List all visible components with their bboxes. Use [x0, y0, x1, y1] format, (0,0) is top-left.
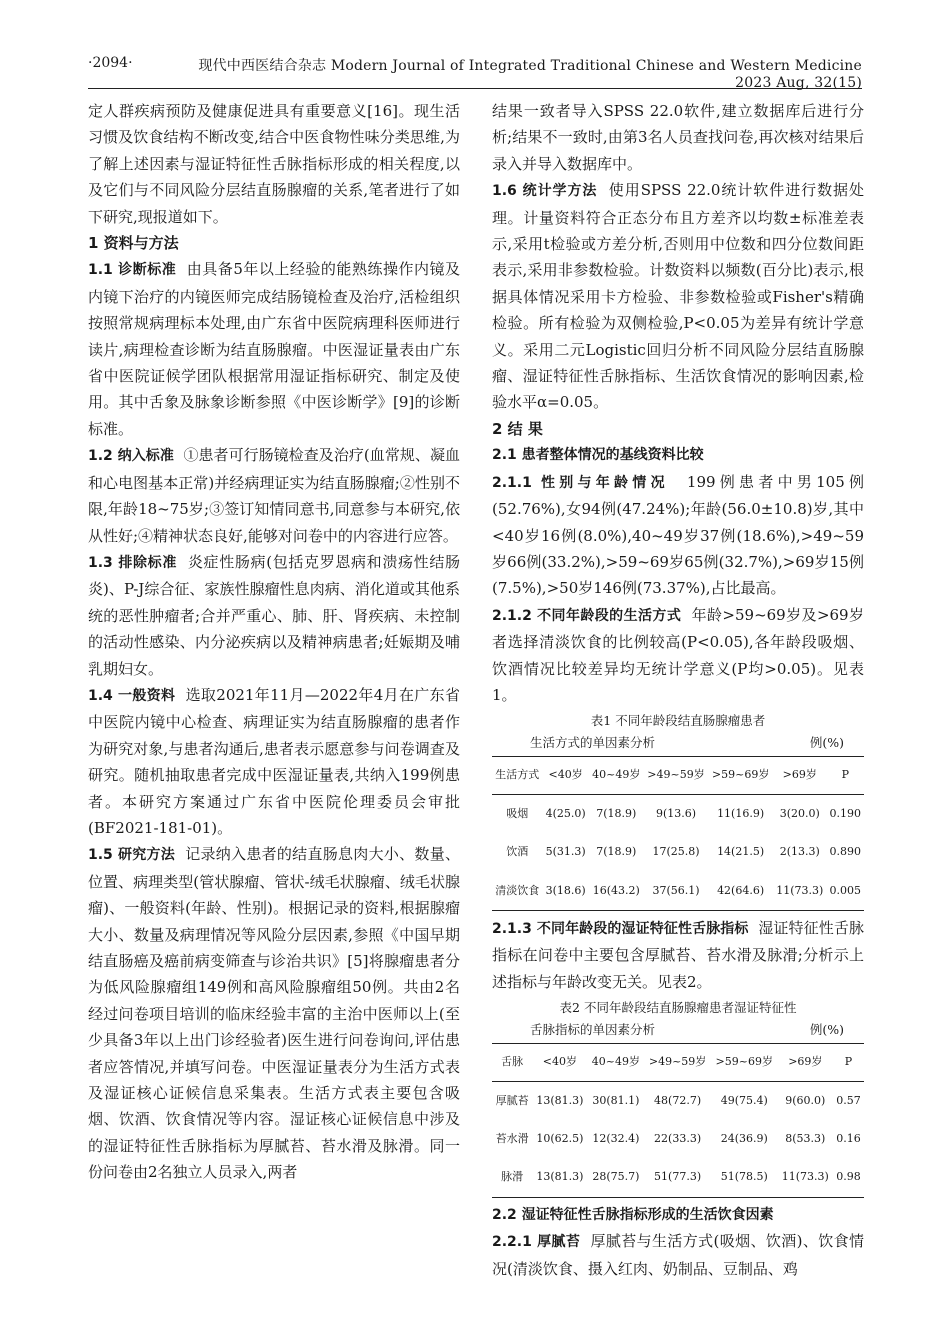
table-1-cell: 11(73.3): [773, 872, 827, 911]
table-2-cell: 48(72.7): [654, 1093, 702, 1107]
page-number: ·2094·: [88, 55, 133, 71]
page-header: [88, 55, 862, 89]
section-1-4: 1.4 一般资料 选取2021年11月—2022年4月在广东省中医院内镜中心检查、病理证实为结直肠腺瘤的患者作为研究对象,与患者沟通后,患者表示愿意参与问卷调查及研究。随机抽取患者完成中医湿证量表,共纳入199例患者。本研究方案通过广东省中医院伦理委员会审批(BF2021-181-01)。: [88, 685, 460, 837]
table-2-row: [492, 1120, 864, 1158]
table-2-cell: 脉滑: [492, 1158, 532, 1197]
table-2-caption-line2: 舌脉指标的单因素分析 例(%): [492, 1019, 864, 1041]
section-1-5: 1.5 研究方法 记录纳入患者的结直肠息肉大小、数量、位置、病理类型(管状腺瘤、管状-绒毛状腺瘤、绒毛状腺瘤)、一般资料(年龄、性别)。根据记录的资料,根据腺瘤大小、数量及病理情况等风险分层因素,参照《中国早期结直肠癌及癌前病变筛查与诊治共识》[5]将腺瘤患者分为低风险腺瘤组149例和高风险腺瘤组50例。共由2名经过问卷项目培训的临床经验丰富的主治中医师以上(至少具备3年以上出门诊经验者)医生进行问卷询问,评估患者应答情况,并填写问卷。中医湿证量表分为生活方式表及湿证核心证候信息采集表。生活方式表主要包含吸烟、饮酒、饮食情况等内容。湿证核心证候信息中涉及的湿证特征性舌脉指标为厚腻苔、苔水滑及脉滑。同一份问卷由2名独立人员录入,两者: [88, 845, 460, 1182]
table-1-cell: 吸烟: [506, 806, 529, 820]
table-1-cell: 7(18.9): [596, 806, 637, 820]
table-2-row: [492, 1158, 864, 1197]
table-2-cell: 22(33.3): [654, 1132, 702, 1145]
table-2-header-cell: >69岁: [778, 1044, 833, 1081]
table-1-cell: 2(13.3): [779, 845, 820, 859]
table-2-header-cell: >49~59岁: [644, 1044, 711, 1081]
table-1-cell: 3(18.6): [542, 872, 588, 911]
table-1-cell: 5(31.3): [545, 845, 586, 859]
section-2-1-3: 2.1.3 不同年龄段的湿证特征性舌脉指标 湿证特征性舌脉指标在问卷中主要包含厚腻苔、苔水滑及脉滑;分析示上述指标与年龄改变无关。见表2。: [492, 918, 864, 991]
left-column: [88, 98, 460, 1186]
table-1-row: [492, 794, 864, 833]
table-1-cell: 17(25.8): [652, 845, 700, 859]
table-1-cell: 16(43.2): [589, 872, 644, 911]
table-2-cell: 49(75.4): [720, 1093, 768, 1107]
table-2-cell: 13(81.3): [532, 1158, 587, 1197]
table-2-cell: 10(62.5): [536, 1132, 584, 1145]
table-2-cell: 28(75.7): [588, 1158, 645, 1197]
intro-paragraph: 定人群疾病预防及健康促进具有重要意义[16]。现生活习惯及饮食结构不断改变,结合中医食物性味分类思维,为了解上述因素与湿证特征性舌脉指标形成的相关程度,以及它们与不同风险分层结直肠腺瘤的关系,笔者进行了如下研究,现报道如下。: [88, 102, 460, 226]
table-1-cell: 42(64.6): [708, 872, 773, 911]
table-2-unit: 例(%): [809, 1022, 844, 1038]
table-2-header-cell: 舌脉: [492, 1044, 532, 1081]
table-2-cell: 11(73.3): [778, 1158, 833, 1197]
table-2-header-cell: <40岁: [532, 1044, 587, 1081]
section-1-6: 1.6 统计学方法 使用SPSS 22.0统计软件进行数据处理。计量资料符合正态分布且方差齐以均数±标准差表示,采用t检验或方差分析,否则用中位数和四分位数间距表示,采用非参数检验。计数资料以频数(百分比)表示,根据具体情况采用卡方检验、非参数检验或Fisher's精确检验。所有检验为双侧检验,P<0.05为差异有统计学意义。采用二元Logistic回归分析不同风险分层结直肠腺瘤、湿证特征性舌脉指标、生活饮食情况的影响因素,检验水平α=0.05。: [492, 181, 864, 412]
section-1-1: 1.1 诊断标准 由具备5年以上经验的能熟练操作内镜及内镜下治疗的内镜医师完成结肠镜检查及治疗,活检组织按照常规病理标本处理,由广东省中医院病理科医师进行读片,病理检查诊断为结直肠腺瘤。中医湿证量表由广东省中医院证候学团队根据常用湿证指标研究、制定及使用。其中舌象及脉象诊断参照《中医诊断学》[9]的诊断标准。: [88, 260, 460, 438]
methods-heading: 1 资料与方法: [88, 234, 179, 253]
table-2-header-cell: P: [833, 1044, 864, 1081]
table-2-cell: 13(81.3): [536, 1093, 584, 1107]
table-1-caption: 表1 不同年龄段结直肠腺瘤患者: [590, 713, 766, 729]
table-1-cell: 饮酒: [506, 845, 529, 859]
section-2-1-title: 2.1 患者整体情况的基线资料比较: [492, 447, 704, 464]
table-2-cell: 51(78.5): [711, 1158, 778, 1197]
section-2-2-1: 2.2.1 厚腻苔 厚腻苔与生活方式(吸烟、饮酒)、饮食情况(清淡饮食、摄入红肉、奶制品、豆制品、鸡: [492, 1232, 864, 1278]
section-2-1-2: 2.1.2 不同年龄段的生活方式 年龄>59~69岁及>69岁者选择清淡饮食的比例较高(P<0.05),各年龄段吸烟、饮酒情况比较差异均无统计学意义(P均>0.05)。见表1。: [492, 605, 865, 704]
section-1-3: 1.3 排除标准 炎症性肠病(包括克罗恩病和溃疡性结肠炎)、P-J综合征、家族性腺瘤性息肉病、消化道或其他系统的恶性肿瘤者;合并严重心、肺、肝、肾疾病、未控制的活动性感染、内分泌疾病以及精神病患者;妊娠期及哺乳期妇女。: [88, 552, 460, 678]
table-2-cell: 24(36.9): [720, 1132, 768, 1145]
table-1-cell: 11(16.9): [717, 806, 765, 820]
table-1-header-cell: <40岁: [542, 757, 588, 794]
table-1-header-cell: 生活方式: [492, 757, 542, 794]
table-2-cell: 苔水滑: [495, 1132, 529, 1145]
table-1-header-cell: >59~69岁: [708, 757, 773, 794]
table-2-cell: 30(81.1): [592, 1093, 640, 1107]
table-2-cell: 51(77.3): [644, 1158, 711, 1197]
table-1-cell: 7(18.9): [596, 845, 637, 859]
table-2-cell: 12(32.4): [592, 1132, 640, 1145]
journal-title: 现代中西医结合杂志 Modern Journal of Integrated Traditional Chinese and Western Medicine 2023 Aug, 32(15): [198, 58, 862, 91]
table-1-row: [492, 833, 864, 871]
table-2-row: [492, 1081, 864, 1120]
table-1-cell: 3(20.0): [779, 806, 820, 820]
table-2-cell: 9(60.0): [785, 1093, 826, 1107]
table-1-header-cell: 40~49岁: [589, 757, 644, 794]
table-1-cell: 4(25.0): [545, 806, 586, 820]
table-2-header-cell: 40~49岁: [588, 1044, 645, 1081]
results-heading: 2 结 果: [492, 419, 543, 438]
table-1-cell: 0.005: [827, 872, 864, 911]
table-1-header-cell: P: [827, 757, 864, 794]
right-column: [492, 98, 864, 1282]
table-2-cell: 厚腻苔: [495, 1093, 529, 1107]
table-2-caption: 表2 不同年龄段结直肠腺瘤患者湿证特征性: [559, 1000, 797, 1016]
table-2-cell: 0.98: [833, 1158, 864, 1197]
table-2-cell: 8(53.3): [785, 1132, 826, 1145]
table-2-cell: 0.57: [836, 1093, 861, 1107]
continued-paragraph: 结果一致者导入SPSS 22.0软件,建立数据库后进行分析;结果不一致时,由第3名人员查找问卷,再次核对结果后录入并导入数据库中。: [492, 102, 864, 173]
table-1-unit: 例(%): [809, 735, 844, 751]
table-1-cell: 37(56.1): [644, 872, 709, 911]
section-1-2: 1.2 纳入标准 ①患者可行肠镜检查及治疗(血常规、凝血和心电图基本正常)并经病理证实为结直肠腺瘤;②性别不限,年龄18~75岁;③签订知情同意书,同意参与本研究,依从性好;④精神状态良好,能够对问卷中的内容进行应答。: [88, 446, 460, 545]
table-1-row: [492, 872, 864, 911]
table-2-cell: 0.16: [836, 1132, 861, 1145]
table-1-caption-line2: 生活方式的单因素分析 例(%): [492, 732, 864, 754]
table-2-header-cell: >59~69岁: [711, 1044, 778, 1081]
table-1-cell: 14(21.5): [717, 845, 765, 859]
table-1-header-cell: >69岁: [773, 757, 827, 794]
table-1: [492, 756, 864, 911]
header-rule: [88, 88, 862, 89]
table-1-header-cell: >49~59岁: [644, 757, 709, 794]
table-1-cell: 0.190: [829, 806, 862, 820]
section-2-1-1: 2.1.1 性别与年龄情况 199例患者中男105例(52.76%),女94例(47.24%);年龄(56.0±10.8)岁,其中<40岁16例(8.0%),40~49岁37例(18.6%),>49~59岁66例(33.2%),>59~69岁65例(32.7%),>69岁15例(7.5%),>50岁146例(73.37%),占比最高。: [492, 472, 865, 598]
table-2: [492, 1043, 864, 1198]
table-1-cell: 9(13.6): [655, 806, 697, 820]
table-1-cell: 0.890: [829, 845, 862, 859]
section-2-2-title: 2.2 湿证特征性舌脉指标形成的生活饮食因素: [492, 1206, 774, 1223]
table-1-cell: 清淡饮食: [492, 872, 542, 911]
